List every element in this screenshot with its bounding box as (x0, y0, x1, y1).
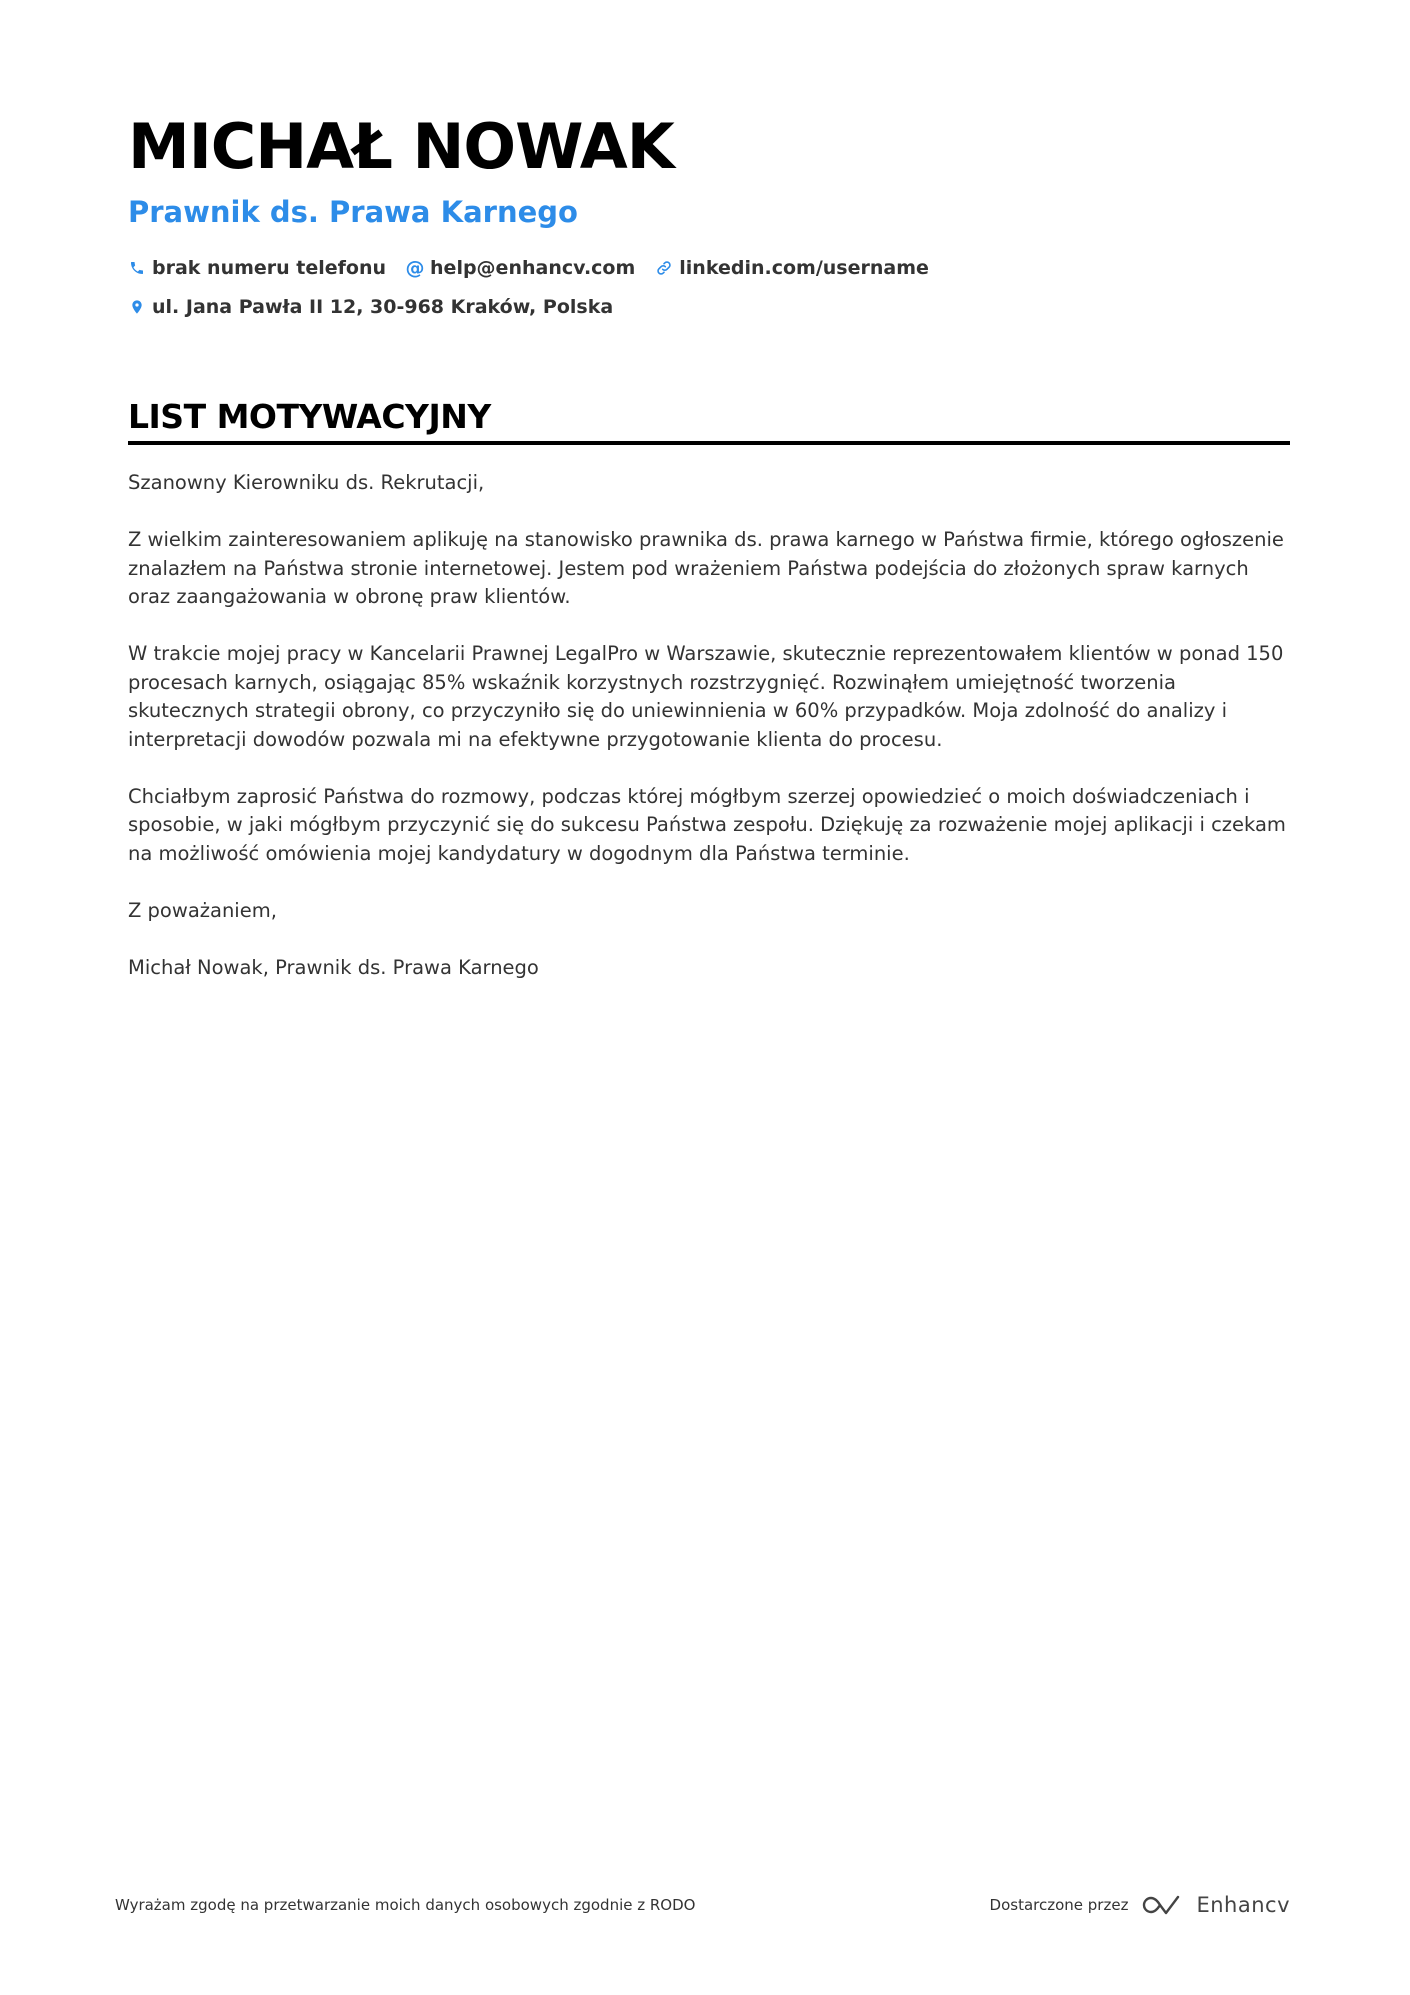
email-text[interactable]: help@enhancv.com (430, 257, 636, 279)
gdpr-consent: Wyrażam zgodę na przetwarzanie moich danych osobowych zgodnie z RODO (115, 1896, 696, 1914)
enhancv-brand: Enhancv (1196, 1893, 1290, 1917)
section-heading: LIST MOTYWACYJNY (128, 397, 1290, 445)
letter-paragraph-1: Z wielkim zainteresowaniem aplikuję na stanowisko prawnika ds. prawa karnego w Państwa firmie, którego ogłoszenie znalazłem na Państwa stronie internetowej. Jestem pod wrażeniem Państwa podejścia do złożonych spraw karnych oraz zaangażowania w obronę praw klientów. (128, 528, 1284, 608)
at-icon: @ (405, 256, 425, 279)
contact-phone (128, 257, 386, 279)
phone-text: brak numeru telefonu (152, 257, 387, 279)
contact-email[interactable] (406, 257, 635, 279)
contact-linkedin[interactable] (655, 257, 929, 279)
letter-closing: Z poważaniem, (128, 898, 277, 922)
location-pin-icon (128, 298, 146, 316)
powered-by-label: Dostarczone przez (989, 1896, 1129, 1914)
powered-by[interactable] (990, 1893, 1290, 1917)
footer (115, 1893, 1290, 1917)
contact-info (128, 254, 1290, 321)
link-icon (655, 259, 673, 277)
candidate-name: MICHAŁ NOWAK (128, 110, 674, 183)
cover-letter-page (128, 110, 1290, 1011)
address-text: ul. Jana Pawła II 12, 30-968 Kraków, Polska (152, 296, 614, 318)
contact-address (128, 296, 613, 318)
job-title: Prawnik ds. Prawa Karnego (128, 195, 578, 229)
letter-signature: Michał Nowak, Prawnik ds. Prawa Karnego (128, 955, 539, 979)
contact-row-2 (128, 293, 1290, 321)
letter-paragraph-2: W trakcie mojej pracy w Kancelarii Prawnej LegalPro w Warszawie, skutecznie reprezentowałem klientów w ponad 150 procesach karnych, osiągając 85% wskaźnik korzystnych rozstrzygnięć. Rozwinąłem umiejętność tworzenia skutecznych strategii obrony, co przyczyniło się do uniewinnienia w 60% przypadków. Moja zdolność do analizy i interpretacji dowodów pozwala mi na efektywne przygotowanie klienta do procesu. (128, 642, 1284, 751)
letter-body (128, 469, 1290, 982)
contact-row-1 (128, 254, 1290, 282)
enhancv-logo-icon (1140, 1893, 1186, 1917)
letter-paragraph-3: Chciałbym zaprosić Państwa do rozmowy, podczas której mógłbym szerzej opowiedzieć o moich doświadczeniach i sposobie, w jaki mógłbym przyczynić się do sukcesu Państwa zespołu. Dziękuję za rozważenie mojej aplikacji i czekam na możliwość omówienia mojej kandydatury w dogodnym dla Państwa terminie. (128, 784, 1286, 865)
phone-icon (128, 259, 146, 277)
letter-greeting: Szanowny Kierowniku ds. Rekrutacji, (128, 471, 485, 494)
linkedin-text[interactable]: linkedin.com/username (679, 257, 929, 279)
